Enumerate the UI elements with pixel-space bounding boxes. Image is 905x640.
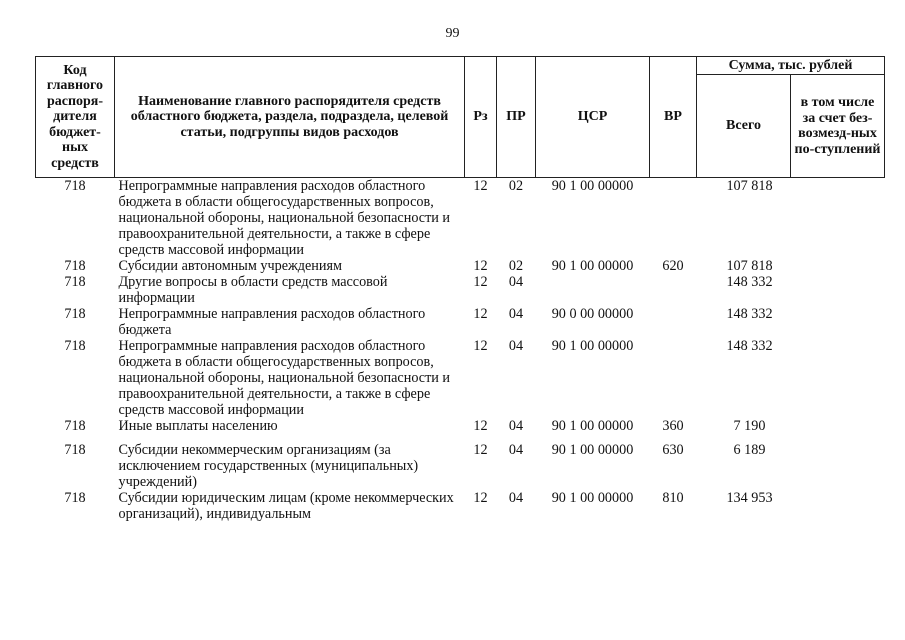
cell-csr: 90 1 00 00000 bbox=[551, 490, 634, 506]
table-row bbox=[36, 306, 885, 338]
cell-pr: 04 bbox=[508, 490, 524, 506]
table-row bbox=[36, 338, 885, 418]
cell-pr: 04 bbox=[508, 442, 524, 458]
cell-rz: 12 bbox=[473, 490, 488, 506]
cell-rz: 12 bbox=[473, 178, 488, 194]
cell-rz: 12 bbox=[473, 442, 488, 458]
cell-rz: 12 bbox=[473, 338, 488, 354]
cell-csr: 90 1 00 00000 bbox=[551, 418, 634, 434]
cell-free bbox=[791, 306, 885, 338]
header-code: Код главного распоря-дителя бюджет-ных средств bbox=[36, 57, 115, 178]
cell-name: Субсидии некоммерческим организациям (за исключением государственных (муниципальных) учреждений) bbox=[118, 442, 419, 490]
cell-vr bbox=[650, 338, 697, 418]
cell-vr bbox=[650, 274, 697, 306]
cell-csr: 90 1 00 00000 bbox=[551, 338, 634, 354]
cell-code: 718 bbox=[64, 442, 86, 458]
cell-pr: 02 bbox=[508, 258, 524, 274]
page-number: 99 bbox=[445, 26, 460, 41]
table-row bbox=[36, 434, 885, 490]
cell-vr bbox=[650, 178, 697, 259]
cell-code: 718 bbox=[64, 306, 86, 322]
header-name: Наименование главного распорядителя средств областного бюджета, раздела, подраздела, целевой статьи, подгруппы видов расходов bbox=[115, 57, 465, 178]
header-rz: Рз bbox=[465, 57, 497, 178]
cell-rz: 12 bbox=[473, 418, 488, 434]
cell-code: 718 bbox=[64, 178, 86, 194]
cell-code: 718 bbox=[64, 338, 86, 354]
cell-vr: 630 bbox=[662, 442, 684, 458]
cell-code: 718 bbox=[64, 490, 86, 506]
cell-pr: 04 bbox=[508, 418, 524, 434]
cell-free bbox=[791, 434, 885, 490]
cell-total: 7 190 bbox=[733, 418, 766, 434]
cell-code: 718 bbox=[64, 258, 86, 274]
cell-free bbox=[791, 338, 885, 418]
cell-rz: 12 bbox=[473, 258, 488, 274]
cell-total: 148 332 bbox=[726, 306, 773, 322]
table-header bbox=[36, 57, 885, 178]
header-pr: ПР bbox=[497, 57, 536, 178]
cell-csr: 90 1 00 00000 bbox=[551, 442, 634, 458]
cell-pr: 02 bbox=[508, 178, 524, 194]
cell-pr: 04 bbox=[508, 274, 524, 290]
cell-csr: 90 0 00 00000 bbox=[551, 306, 634, 322]
header-csr: ЦСР bbox=[536, 57, 650, 178]
budget-table bbox=[35, 56, 885, 522]
cell-name: Непрограммные направления расходов областного бюджета в области общегосударственных вопросов, национальной обороны, национальной безопасности и правоохранительной деятельности, а также в сфере средств массовой информации bbox=[118, 178, 451, 258]
cell-free bbox=[791, 490, 885, 522]
cell-csr bbox=[536, 274, 650, 306]
cell-csr: 90 1 00 00000 bbox=[551, 258, 634, 274]
cell-total: 148 332 bbox=[726, 274, 773, 290]
cell-free bbox=[791, 178, 885, 259]
header-total: Всего bbox=[697, 75, 791, 178]
cell-total: 134 953 bbox=[726, 490, 773, 506]
table-row bbox=[36, 274, 885, 306]
cell-code: 718 bbox=[64, 418, 86, 434]
table-row bbox=[36, 490, 885, 522]
cell-rz: 12 bbox=[473, 274, 488, 290]
table-body bbox=[36, 178, 885, 523]
cell-name: Непрограммные направления расходов областного бюджета в области общегосударственных вопросов, национальной обороны, национальной безопасности и правоохранительной деятельности, а также в сфере средств массовой информации bbox=[118, 338, 451, 418]
cell-pr: 04 bbox=[508, 338, 524, 354]
table-row bbox=[36, 178, 885, 259]
cell-total: 107 818 bbox=[726, 258, 773, 274]
cell-name: Субсидии юридическим лицам (кроме некоммерческих организаций), индивидуальным bbox=[118, 490, 454, 522]
cell-total: 6 189 bbox=[733, 442, 766, 458]
cell-vr: 620 bbox=[662, 258, 684, 274]
header-sum: Сумма, тыс. рублей bbox=[697, 57, 885, 75]
cell-name: Иные выплаты населению bbox=[118, 418, 278, 434]
table-row bbox=[36, 418, 885, 434]
cell-code: 718 bbox=[64, 274, 86, 290]
cell-vr: 360 bbox=[662, 418, 684, 434]
header-free: в том числе за счет без-возмезд-ных по-ступлений bbox=[791, 75, 885, 178]
cell-name: Непрограммные направления расходов областного бюджета bbox=[118, 306, 426, 338]
cell-total: 148 332 bbox=[726, 338, 773, 354]
cell-total: 107 818 bbox=[726, 178, 773, 194]
cell-name: Субсидии автономным учреждениям bbox=[118, 258, 342, 274]
cell-pr: 04 bbox=[508, 306, 524, 322]
cell-free bbox=[791, 258, 885, 274]
cell-rz: 12 bbox=[473, 306, 488, 322]
header-vr: ВР bbox=[650, 57, 697, 178]
cell-free bbox=[791, 274, 885, 306]
cell-free bbox=[791, 418, 885, 434]
table-row bbox=[36, 258, 885, 274]
cell-vr bbox=[650, 306, 697, 338]
cell-name: Другие вопросы в области средств массовой информации bbox=[118, 274, 388, 306]
cell-vr: 810 bbox=[662, 490, 684, 506]
cell-csr: 90 1 00 00000 bbox=[551, 178, 634, 194]
